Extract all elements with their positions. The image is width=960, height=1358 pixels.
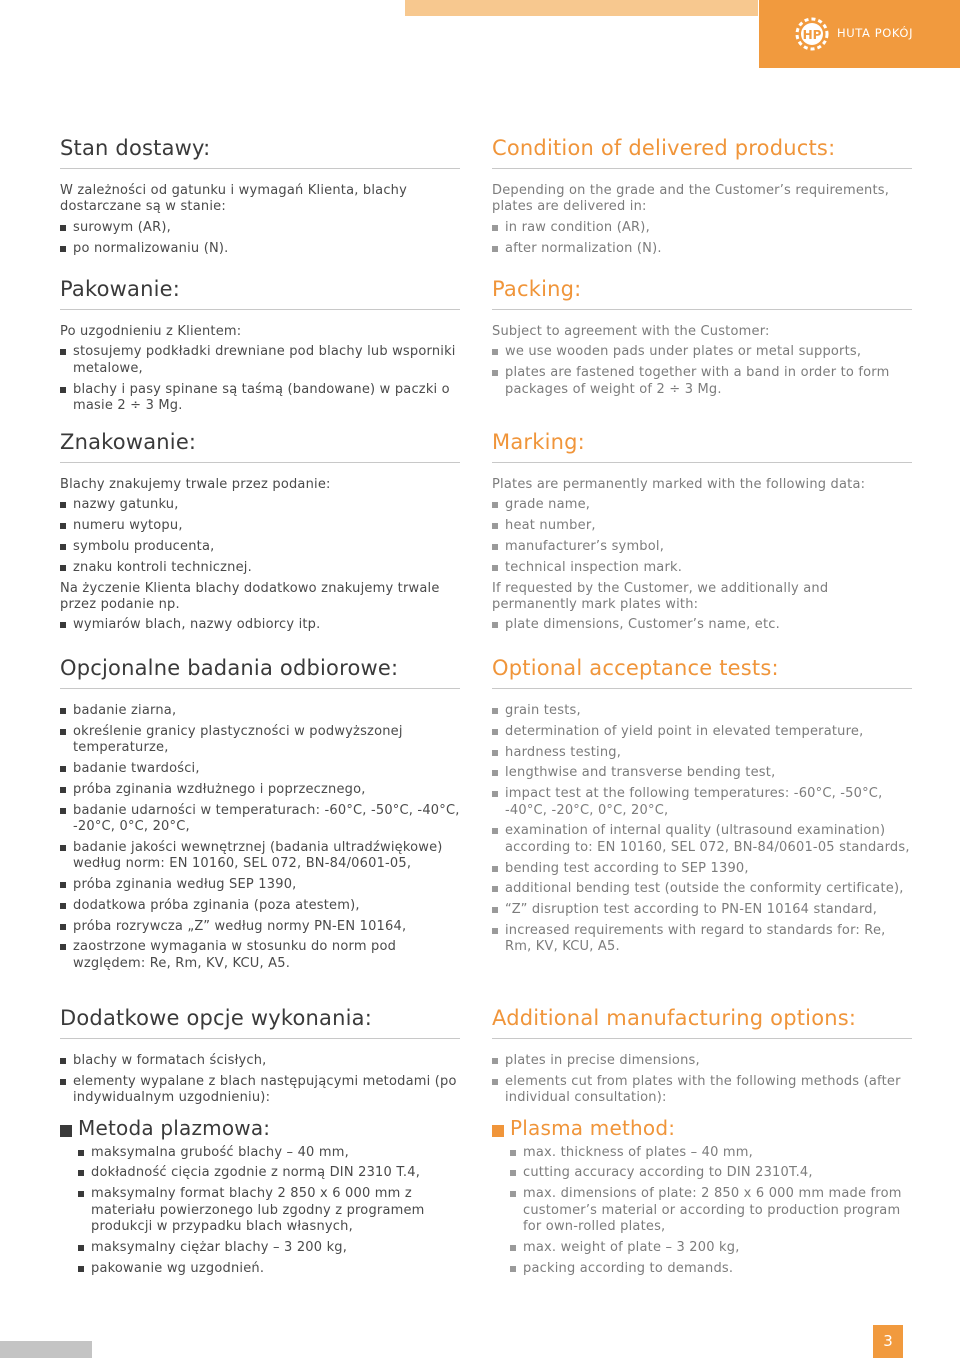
section-intro: W zależności od gatunku i wymagań Klienta, blachy dostarczane są w stanie:	[60, 183, 408, 215]
list-item: stosujemy podkładki drewniane pod blachy lub wsporniki metalowe,	[60, 344, 460, 377]
footer-accent-bar	[0, 1341, 92, 1358]
list-item: max. weight of plate – 3 200 kg,	[510, 1240, 912, 1256]
list-item: bending test according to SEP 1390,	[492, 861, 912, 877]
list-item: badanie twardości,	[60, 761, 460, 777]
packing-section	[492, 273, 912, 402]
list-item: packing according to demands.	[510, 1261, 912, 1277]
header-accent-bar	[405, 0, 758, 16]
list-item: badanie ziarna,	[60, 703, 460, 719]
list-item: pakowanie wg uzgodnień.	[78, 1261, 460, 1277]
list-item: after normalization (N).	[492, 241, 912, 257]
section-extra: If requested by the Customer, we additionally and permanently mark plates with:	[492, 580, 829, 612]
delivery-section	[492, 132, 912, 261]
section-title: Packing:	[492, 273, 912, 310]
list-item: plates in precise dimensions,	[492, 1053, 912, 1069]
list-item: surowym (AR),	[60, 220, 460, 236]
list-item: determination of yield point in elevated temperature,	[492, 724, 912, 740]
brand-logo	[759, 0, 960, 68]
list-item: dokładność cięcia zgodnie z normą DIN 2310 T.4,	[78, 1165, 460, 1181]
tests-section	[60, 652, 460, 977]
list-item: lengthwise and transverse bending test,	[492, 765, 912, 781]
gear-logo-icon	[793, 14, 831, 54]
marking-section	[492, 426, 912, 638]
list-item: we use wooden pads under plates or metal supports,	[492, 344, 912, 360]
list-item: znaku kontroli technicznej.	[60, 560, 460, 576]
list-item: maksymalny format blachy 2 850 x 6 000 mm z materiału powierzonego lub zgodny z programem produkcji w przypadku blach własnych,	[78, 1186, 460, 1235]
section-title: Optional acceptance tests:	[492, 652, 912, 689]
marking-section	[60, 426, 460, 638]
list-item: max. dimensions of plate: 2 850 x 6 000 mm made from customer’s material or according to production program for own-rolled plates,	[510, 1186, 912, 1235]
list-item: badanie udarności w temperaturach: -60°C, -50°C, -40°C, -20°C, 0°C, 20°C,	[60, 803, 460, 836]
list-item: increased requirements with regard to standards for: Re, Rm, KV, KCU, A5.	[492, 923, 912, 956]
list-item: próba zginania wzdłużnego i poprzecznego,	[60, 782, 460, 798]
list-item: plate dimensions, Customer’s name, etc.	[492, 617, 912, 633]
list-item: additional bending test (outside the conformity certificate),	[492, 881, 912, 897]
section-title: Pakowanie:	[60, 273, 460, 310]
list-item: heat number,	[492, 518, 912, 534]
packing-section	[60, 273, 460, 419]
options-section	[60, 1002, 460, 1281]
section-extra: Na życzenie Klienta blachy dodatkowo znakujemy trwale przez podanie np.	[60, 580, 440, 612]
list-item: elements cut from plates with the following methods (after individual consultation):	[492, 1074, 912, 1107]
page-number: 3	[873, 1325, 903, 1358]
section-title: Opcjonalne badania odbiorowe:	[60, 652, 460, 689]
list-item: maksymalny ciężar blachy – 3 200 kg,	[78, 1240, 460, 1256]
plasma-method-title: Plasma method:	[492, 1115, 912, 1141]
list-item: technical inspection mark.	[492, 560, 912, 576]
list-item: badanie jakości wewnętrznej (badania ultradźwiękowe) według norm: EN 10160, SEL 072, BN-84/0601-05,	[60, 840, 460, 873]
list-item: próba zginania według SEP 1390,	[60, 877, 460, 893]
list-item: manufacturer’s symbol,	[492, 539, 912, 555]
list-item: dodatkowa próba zginania (poza atestem),	[60, 898, 460, 914]
list-item: maksymalna grubość blachy – 40 mm,	[78, 1145, 460, 1161]
section-intro: Depending on the grade and the Customer’s requirements, plates are delivered in:	[492, 183, 890, 215]
list-item: hardness testing,	[492, 745, 912, 761]
section-title: Condition of delivered products:	[492, 132, 912, 169]
list-item: cutting accuracy according to DIN 2310T.4,	[510, 1165, 912, 1181]
list-item: nazwy gatunku,	[60, 497, 460, 513]
section-title: Dodatkowe opcje wykonania:	[60, 1002, 460, 1039]
svg-text:HP: HP	[802, 28, 822, 42]
tests-section	[492, 652, 912, 960]
options-section	[492, 1002, 912, 1281]
section-title: Stan dostawy:	[60, 132, 460, 169]
list-item: blachy i pasy spinane są taśmą (bandowane) w paczki o masie 2 ÷ 3 Mg.	[60, 382, 460, 415]
section-title: Additional manufacturing options:	[492, 1002, 912, 1039]
list-item: po normalizowaniu (N).	[60, 241, 460, 257]
delivery-section	[60, 132, 460, 261]
section-intro: Subject to agreement with the Customer:	[492, 324, 770, 339]
list-item: max. thickness of plates – 40 mm,	[510, 1145, 912, 1161]
brand-name: HUTA POKÓJ	[837, 26, 914, 40]
list-item: symbolu producenta,	[60, 539, 460, 555]
list-item: elementy wypalane z blach następującymi metodami (po indywidualnym uzgodnieniu):	[60, 1074, 460, 1107]
section-intro: Plates are permanently marked with the following data:	[492, 477, 866, 492]
list-item: in raw condition (AR),	[492, 220, 912, 236]
list-item: próba rozrywcza „Z” według normy PN-EN 10164,	[60, 919, 460, 935]
list-item: examination of internal quality (ultrasound examination) according to: EN 10160, SEL 072, BN-84/0601-05 standards,	[492, 823, 912, 856]
list-item: plates are fastened together with a band in order to form packages of weight of 2 ÷ 3 Mg.	[492, 365, 912, 398]
section-intro: Blachy znakujemy trwale przez podanie:	[60, 477, 331, 492]
list-item: impact test at the following temperatures: -60°C, -50°C, -40°C, -20°C, 0°C, 20°C,	[492, 786, 912, 819]
section-title: Marking:	[492, 426, 912, 463]
section-title: Znakowanie:	[60, 426, 460, 463]
list-item: grain tests,	[492, 703, 912, 719]
list-item: wymiarów blach, nazwy odbiorcy itp.	[60, 617, 460, 633]
section-intro: Po uzgodnieniu z Klientem:	[60, 324, 242, 339]
list-item: “Z” disruption test according to PN-EN 10164 standard,	[492, 902, 912, 918]
list-item: zaostrzone wymagania w stosunku do norm pod względem: Re, Rm, KV, KCU, A5.	[60, 939, 460, 972]
list-item: grade name,	[492, 497, 912, 513]
list-item: określenie granicy plastyczności w podwyższonej temperaturze,	[60, 724, 460, 757]
plasma-method-title: Metoda plazmowa:	[60, 1115, 460, 1141]
list-item: numeru wytopu,	[60, 518, 460, 534]
list-item: blachy w formatach ścisłych,	[60, 1053, 460, 1069]
